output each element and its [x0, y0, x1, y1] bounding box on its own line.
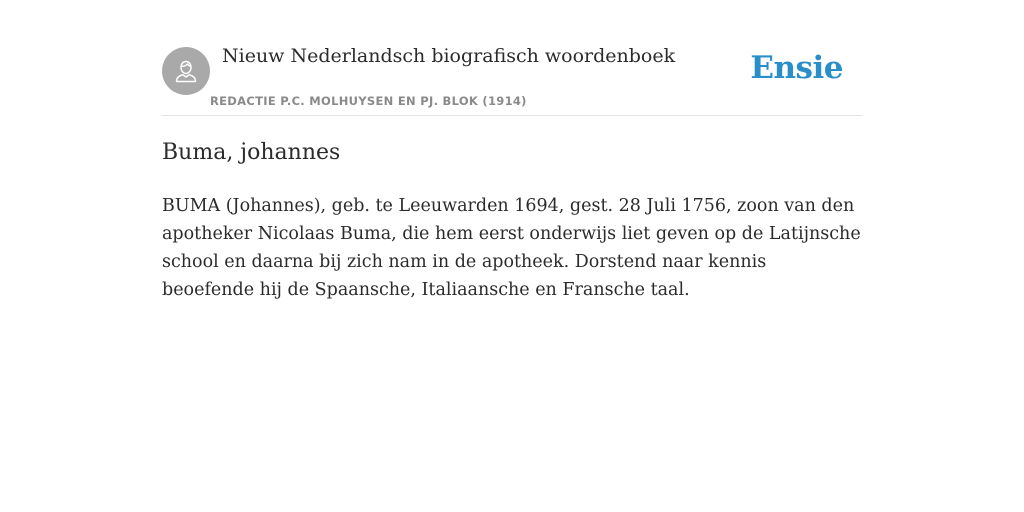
page	[162, 0, 862, 300]
user-placeholder-icon	[162, 47, 210, 95]
ensie-logo-link[interactable]: Ensie	[750, 50, 843, 86]
source-title[interactable]: Nieuw Nederlandsch biografisch woordenboek	[222, 45, 676, 67]
entry-title: Buma, johannes	[162, 140, 341, 165]
source-header	[162, 0, 862, 116]
source-editors: REDACTIE P.C. MOLHUYSEN EN PJ. BLOK (1914)	[210, 94, 527, 108]
entry-text: BUMA (Johannes), geb. te Leeuwarden 1694, gest. 28 Juli 1756, zoon van den apotheker Nicolaas Buma, die hem eerst onderwijs liet geven op de Latijnsche school en daarna bij zich nam in de apotheek. Dorstend naar kennis beoefende hij de Spaansche, Italiaansche en Fransche taal.	[162, 196, 861, 300]
